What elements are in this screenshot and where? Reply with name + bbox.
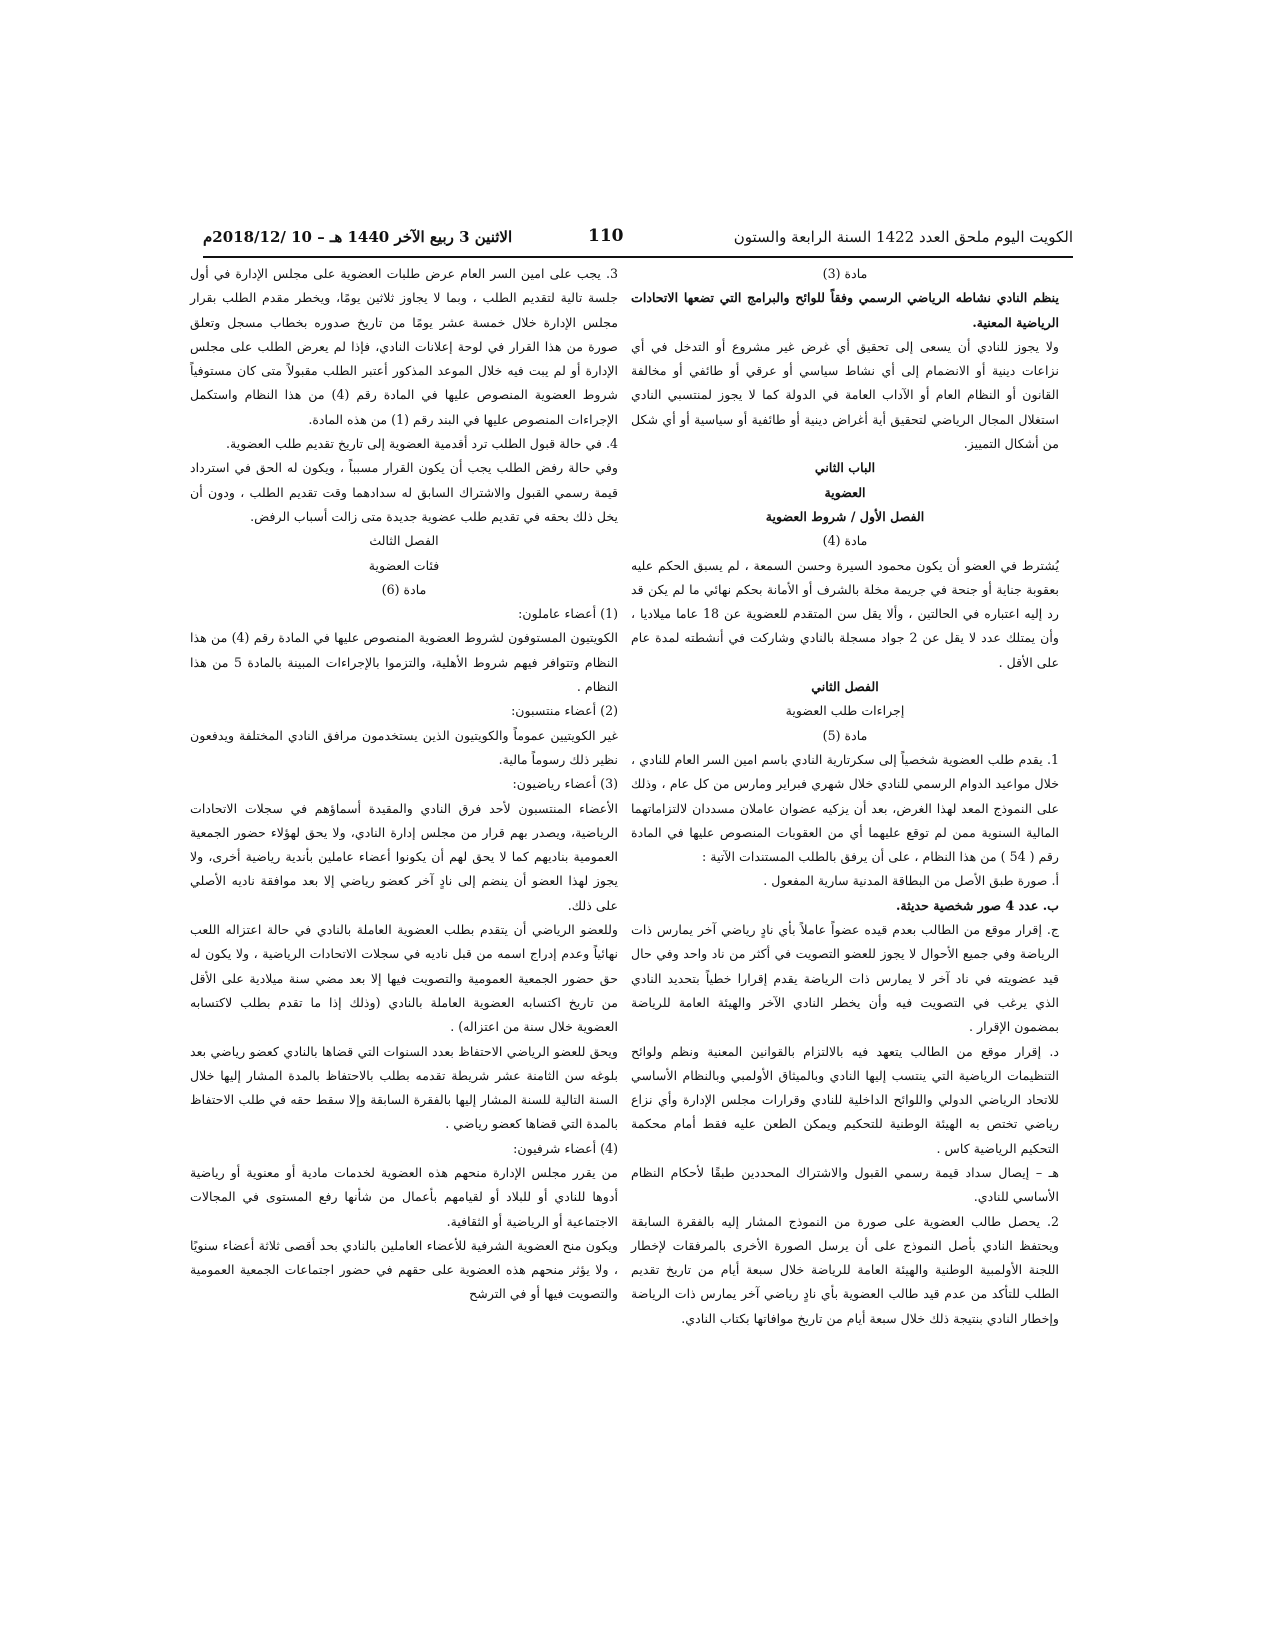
- section-heading: مادة (5): [822, 727, 868, 743]
- paragraph: 1. يقدم طلب العضوية شخصياً إلى سكرتارية النادي باسم امين السر العام للنادي ، خلال مواعيد الدوام الرسمي للنادي خلال شهري فبراير ومارس من كل عام ، وذلك على النموذج المعد لهذا الغرض، بعد أن يزكيه عضوان عاملان مسددان لالتزاماتهما المالية السنوية ممن لم توقع عليهما أي من العقوبات المنصوص عليها في المادة رقم ( 54 ) من هذا النظام ، على أن يرفق بالطلب المستندات الآتية :: [631, 751, 1059, 865]
- paragraph: الكويتيون المستوفون لشروط العضوية المنصوص عليها في المادة رقم (4) من هذا النظام وتتوافر فيهم شروط الأهلية، والتزموا بالإجراءات المبينة بالمادة 5 من هذا النظام .: [190, 630, 619, 695]
- paragraph: 2. يحصل طالب العضوية على صورة من النموذج المشار إليه بالفقرة السابقة ويحتفظ النادي بأصل النموذج على أن يرسل الصورة الأخرى بالمرفقات لإخطار اللجنة الأولمبية الوطنية والهيئة العامة للرياضة خلال سبعة أيام من تاريخ تقديم الطلب للتأكد من عدم قيد طالب العضوية بأي نادٍ رياضي آخر يمارس ذات الرياضة وإخطار النادي بنتيجة ذلك خلال سبعة أيام من تاريخ موافاتها بكتاب النادي.: [631, 1213, 1059, 1326]
- paragraph: ب. عدد 4 صور شخصية حديثة.: [896, 897, 1059, 913]
- paragraph: ج. إقرار موقع من الطالب بعدم قيده عضواً عاملاً بأي نادٍ رياضي آخر يمارس ذات الرياضة وفي جميع الأحوال لا يجوز للعضو التصويت في أكثر من ناد واحد وفي حال قيد عضويته في ناد آخر لا يمارس ذات الرياضة يقدم إقرارا خطياً بتحديد النادي الذي يرغب في التصويت فيه وأن يخطر النادي الآخر والهيئة العامة للرياضة بمضمون الإقرار .: [631, 922, 1059, 1035]
- paragraph: وللعضو الرياضي أن يتقدم بطلب العضوية العاملة بالنادي في حالة اعتزاله اللعب نهائياً وعدم إدراج اسمه من قبل ناديه في سجلات الاتحادات الرياضية ، ولا يكون له حق حضور الجمعية العمومية والتصويت فيها إلا بعد مضي سنة ميلادية على الأقل من تاريخ اكتسابه العضوية العاملة بالنادي (وذلك إذا ما تقدم بطلب لاكتسابه العضوية خلال سنة من اعتزاله) .: [190, 922, 618, 1035]
- paragraph: هـ – إيصال سداد قيمة رسمي القبول والاشتراك المحددين طبقًا لأحكام النظام الأساسي للنادي.: [631, 1164, 1059, 1205]
- page-header: [203, 226, 1073, 258]
- left-column: [190, 262, 618, 1307]
- paragraph: (4) أعضاء شرفيون:: [513, 1140, 618, 1156]
- section-heading: العضوية: [824, 484, 866, 500]
- paragraph: ويكون منح العضوية الشرفية للأعضاء العاملين بالنادي بحد أقصى ثلاثة أعضاء سنويًا ، ولا يؤثر منحهم هذه العضوية على حقهم في حضور اجتماعات الجمعية العمومية والتصويت فيها أو في الترشح: [190, 1237, 618, 1302]
- section-heading: الفصل الأول / شروط العضوية: [765, 508, 925, 524]
- paragraph: أ. صورة طبق الأصل من البطاقة المدنية سارية المفعول .: [763, 873, 1059, 889]
- page-number: 110: [588, 226, 624, 246]
- paragraph: ويحق للعضو الرياضي الاحتفاظ بعدد السنوات التي قضاها بالنادي كعضو رياضي بعد بلوغه سن الثامنة عشر شريطة تقدمه بطلب بالاحتفاظ بالمدة المشار إليها خلال السنة التالية للسنة المشار إليها بالفقرة السابقة وإلا سقط حقه في طلب الاحتفاظ بالمدة التي قضاها كعضو رياضي .: [190, 1043, 618, 1132]
- paragraph: الأعضاء المنتسبون لأحد فرق النادي والمقيدة أسماؤهم في سجلات الاتحادات الرياضية، ويصدر بهم قرار من مجلس إدارة النادي، ولا يحق لهؤلاء حضور الجمعية العمومية بناديهم كما لا يحق لهم أن يكونوا أعضاء عاملين بأندية رياضية أخرى، ولا يجوز لهذا العضو أن ينضم إلى نادٍ آخر كعضو رياضي إلا بعد موافقة ناديه الأصلي على ذلك.: [190, 800, 618, 913]
- section-heading: مادة (4): [822, 533, 868, 549]
- paragraph: وفي حالة رفض الطلب يجب أن يكون القرار مسبباً ، ويكون له الحق في استرداد قيمة رسمي القبول والاشتراك السابق له سدادهما وقت تقديم الطلب ، ودون أن يخل ذلك بحقه في تقديم طلب عضوية جديدة متى زالت أسباب الرفض.: [190, 460, 618, 524]
- paragraph: غير الكويتيين عموماً والكويتيون الذين يستخدمون مرافق النادي المختلفة ويدفعون نظير ذلك رسوماً مالية.: [190, 727, 618, 767]
- section-heading: إجراءات طلب العضوية: [785, 703, 905, 719]
- paragraph: 3. يجب على امين السر العام عرض طلبات العضوية على مجلس الإدارة في أول جلسة تالية لتقديم الطلب ، وبما لا يجاوز ثلاثين يومًا، ويخطر مقدم الطلب بقرار مجلس الإدارة خلال خمسة عشر يومًا من تاريخ صدوره بخطاب مسجل وتعلق صورة من هذا القرار في لوحة إعلانات النادي، فإذا لم يعرض الطلب على مجلس الإدارة أو لم يبت فيه خلال الموعد المذكور أعتبر الطلب مقبولاً متى كان مستوفياً شروط العضوية المنصوص عليها في المادة رقم (4) من هذا النظام واستكمل الإجراءات المنصوص عليها في البند رقم (1) من هذه المادة.: [190, 266, 618, 427]
- paragraph: (1) أعضاء عاملون:: [518, 606, 618, 622]
- paragraph: (3) أعضاء رياضيون:: [512, 776, 618, 792]
- header-date: الاثنين 3 ربيع الآخر 1440 هـ – 10 /2018/12م: [203, 228, 513, 246]
- section-heading: مادة (6): [381, 581, 427, 597]
- header-publication: الكويت اليوم ملحق العدد 1422 السنة الرابعة والستون: [733, 228, 1073, 246]
- paragraph: يُشترط في العضو أن يكون محمود السيرة وحسن السمعة ، لم يسبق الحكم عليه بعقوبة جناية أو جنحة في جريمة مخلة بالشرف أو الأمانة بحكم نهائي ما لم يكن قد رد إليه اعتباره في الحالتين ، وألا يقل سن المتقدم للعضوية عن 18 عاما ميلاديا ، وأن يمتلك عدد لا يقل عن 2 جواد مسجلة بالنادي وشاركت في أنشطته لمدة عام على الأقل .: [631, 557, 1059, 670]
- paragraph: ينظم النادي نشاطه الرياضي الرسمي وفقاً للوائح والبرامج التي تضعها الاتحادات الرياضية المعنية.: [631, 290, 1059, 330]
- section-heading: الباب الثاني: [814, 460, 876, 476]
- right-column: [631, 262, 1059, 1331]
- paragraph: (2) أعضاء منتسبون:: [511, 703, 618, 719]
- paragraph: ولا يجوز للنادي أن يسعى إلى تحقيق أي غرض غير مشروع أو التدخل في أي نزاعات دينية أو الانضمام إلى أي نشاط سياسي أو عرقي أو طائفي أو مخالفة القانون أو النظام العام أو الآداب العامة في الدولة كما لا يجوز لمنتسبي النادي استغلال المجال الرياضي لتحقيق أية أغراض دينية أو طائفية أو سياسية أو أي شكل من أشكال التمييز.: [631, 338, 1059, 452]
- section-heading: الفصل الثالث: [369, 533, 439, 549]
- section-heading: الفصل الثاني: [811, 679, 879, 695]
- section-heading: مادة (3): [822, 266, 868, 281]
- paragraph: من يقرر مجلس الإدارة منحهم هذه العضوية لخدمات مادية أو معنوية أو رياضية أدوها للنادي أو للبلاد أو لقيامهم بأعمال من شأنها رفع المستوى في المجالات الاجتماعية أو الرياضية أو الثقافية.: [190, 1164, 618, 1229]
- paragraph: د. إقرار موقع من الطالب يتعهد فيه بالالتزام بالقوانين المعنية ونظم ولوائح التنظيمات الرياضية التي ينتسب إليها النادي وبالميثاق الأولمبي وبالنظام الأساسي للاتحاد الرياضي الدولي واللوائح الداخلية للنادي وقرارات مجلس الإدارة وأي نزاع رياضي تختص به الهيئة الوطنية للتحكيم ويمكن الطعن عليه فقط أمام محكمة التحكيم الرياضية كاس .: [631, 1043, 1059, 1156]
- section-heading: فئات العضوية: [368, 557, 440, 573]
- paragraph: 4. في حالة قبول الطلب ترد أقدمية العضوية إلى تاريخ تقديم طلب العضوية.: [226, 436, 618, 452]
